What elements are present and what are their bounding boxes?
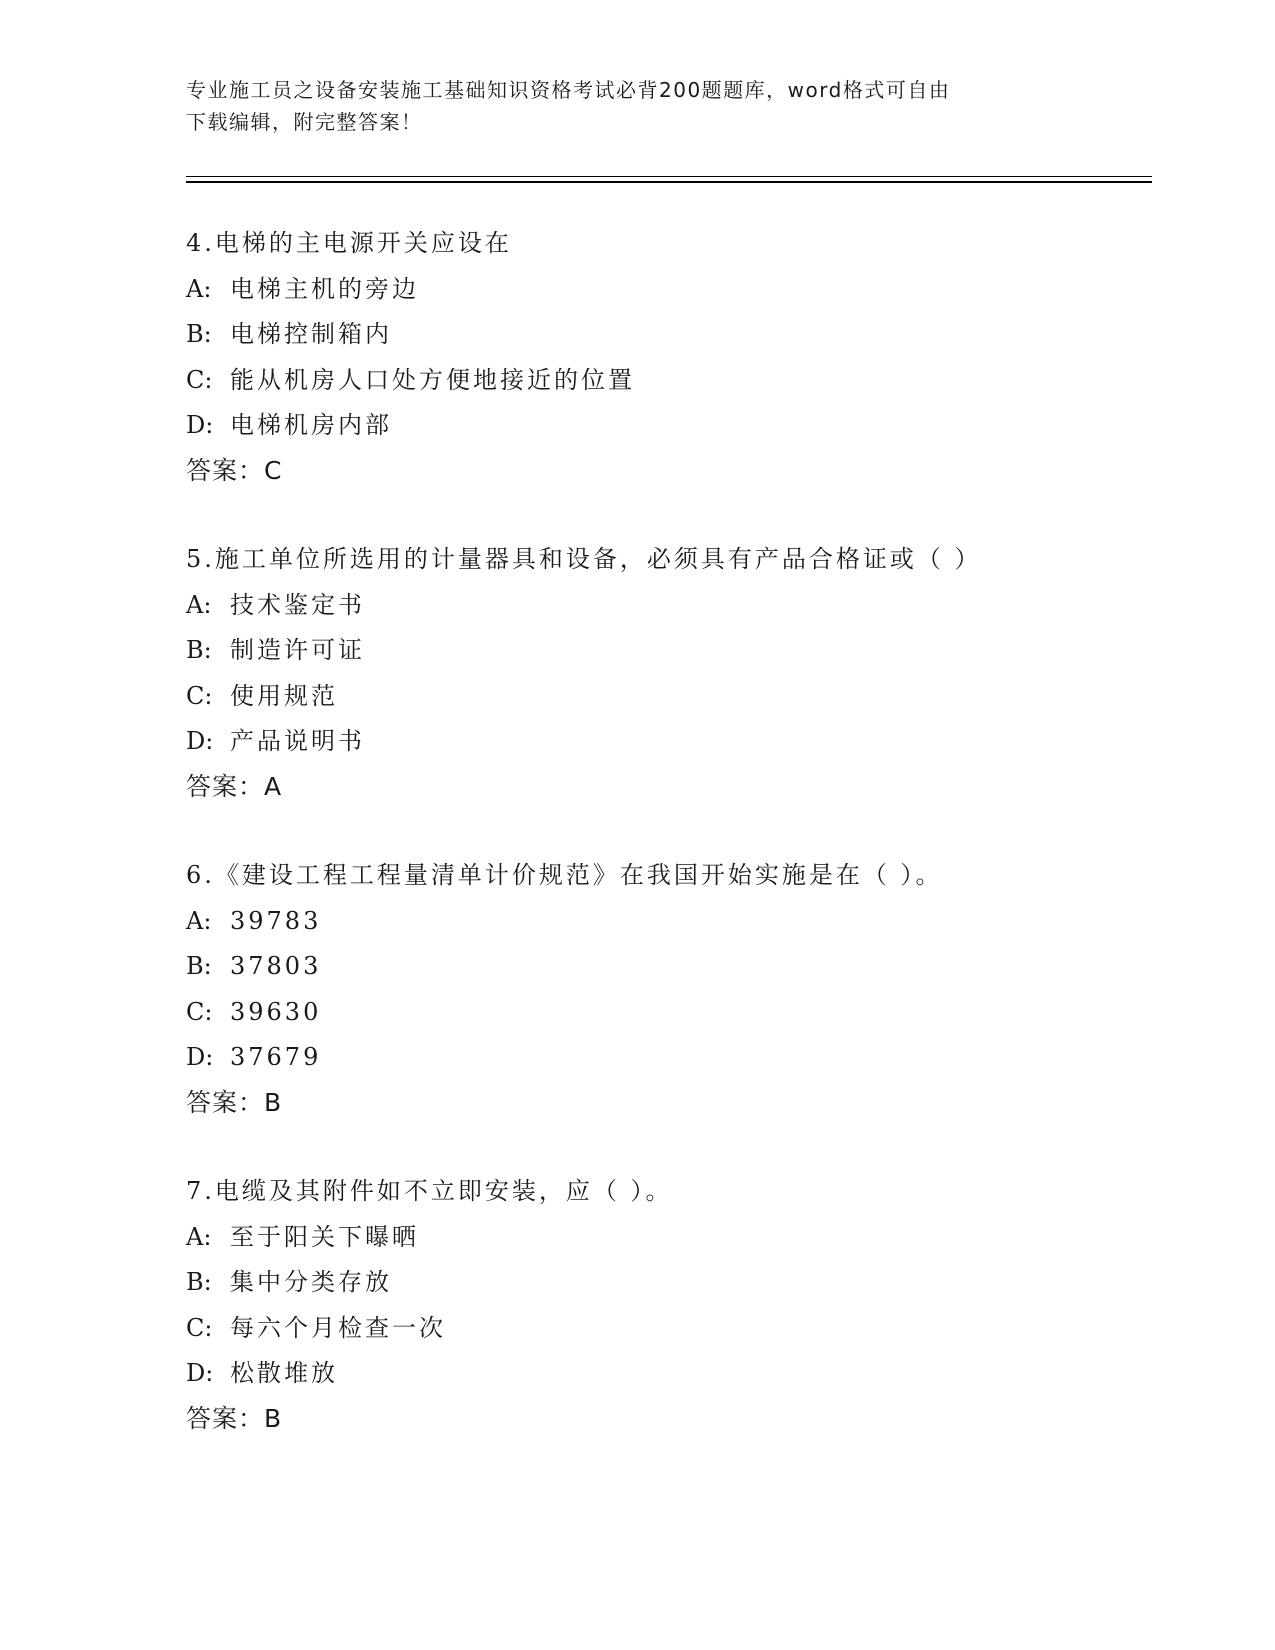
option-key: C: [186, 1313, 213, 1342]
option-key: D: [186, 1043, 214, 1071]
option-key: C: [186, 681, 213, 710]
question-stem: 6.《建设工程工程量清单计价规范》在我国开始实施是在（ ）。 [186, 861, 943, 889]
option-a [186, 906, 1146, 952]
question-block [186, 860, 1146, 1133]
option-d [186, 1042, 1146, 1088]
question-block [186, 544, 1146, 817]
option-b [186, 1267, 1146, 1313]
option-text: 松散堆放 [230, 1359, 338, 1387]
option-text: 制造许可证 [230, 636, 365, 664]
option-text: 39630 [230, 997, 322, 1026]
answer-line: 答案：C [186, 455, 283, 485]
option-key: B: [186, 636, 212, 664]
option-d [186, 1358, 1146, 1404]
option-b [186, 951, 1146, 997]
option-key: A: [186, 274, 212, 303]
option-text: 产品说明书 [230, 727, 365, 755]
question-stem: 5.施工单位所选用的计量器具和设备，必须具有产品合格证或（ ） [186, 545, 982, 573]
option-key: D: [186, 411, 214, 439]
option-a [186, 274, 1146, 320]
option-text: 电梯控制箱内 [230, 320, 392, 348]
option-c [186, 681, 1146, 727]
option-b [186, 319, 1146, 365]
question-stem: 7.电缆及其附件如不立即安装，应（ ）。 [186, 1177, 673, 1205]
option-c [186, 997, 1146, 1043]
option-text: 使用规范 [230, 681, 338, 710]
option-key: D: [186, 1359, 214, 1387]
header-divider-thick [186, 181, 1152, 183]
option-key: C: [186, 997, 213, 1026]
document-header [186, 74, 1086, 138]
option-text: 每六个月检查一次 [230, 1313, 446, 1342]
header-divider-thin [186, 176, 1152, 177]
option-key: C: [186, 365, 213, 394]
option-text: 至于阳关下曝晒 [230, 1222, 419, 1251]
question-stem: 4.电梯的主电源开关应设在 [186, 229, 512, 257]
header-line-2: 下载编辑，附完整答案！ [186, 110, 423, 134]
option-text: 技术鉴定书 [230, 590, 365, 619]
option-text: 电梯机房内部 [230, 411, 392, 439]
option-a [186, 590, 1146, 636]
option-text: 电梯主机的旁边 [230, 274, 419, 303]
option-key: B: [186, 1268, 212, 1296]
answer-line: 答案：B [186, 1403, 283, 1433]
option-text: 39783 [230, 906, 322, 935]
option-text: 37803 [230, 952, 322, 980]
option-b [186, 635, 1146, 681]
option-key: A: [186, 590, 212, 619]
option-key: D: [186, 727, 214, 755]
option-key: B: [186, 952, 212, 980]
question-block [186, 1176, 1146, 1449]
option-c [186, 365, 1146, 411]
option-key: B: [186, 320, 212, 348]
option-c [186, 1313, 1146, 1359]
option-text: 37679 [230, 1043, 322, 1071]
option-d [186, 410, 1146, 456]
option-a [186, 1222, 1146, 1268]
option-text: 能从机房人口处方便地接近的位置 [230, 365, 635, 394]
option-key: A: [186, 1222, 212, 1251]
option-key: A: [186, 906, 212, 935]
option-d [186, 726, 1146, 772]
question-block [186, 228, 1146, 501]
header-line-1: 专业施工员之设备安装施工基础知识资格考试必背200题题库，word格式可自由 [186, 78, 951, 102]
option-text: 集中分类存放 [230, 1268, 392, 1296]
answer-line: 答案：B [186, 1087, 283, 1117]
answer-line: 答案：A [186, 771, 283, 801]
